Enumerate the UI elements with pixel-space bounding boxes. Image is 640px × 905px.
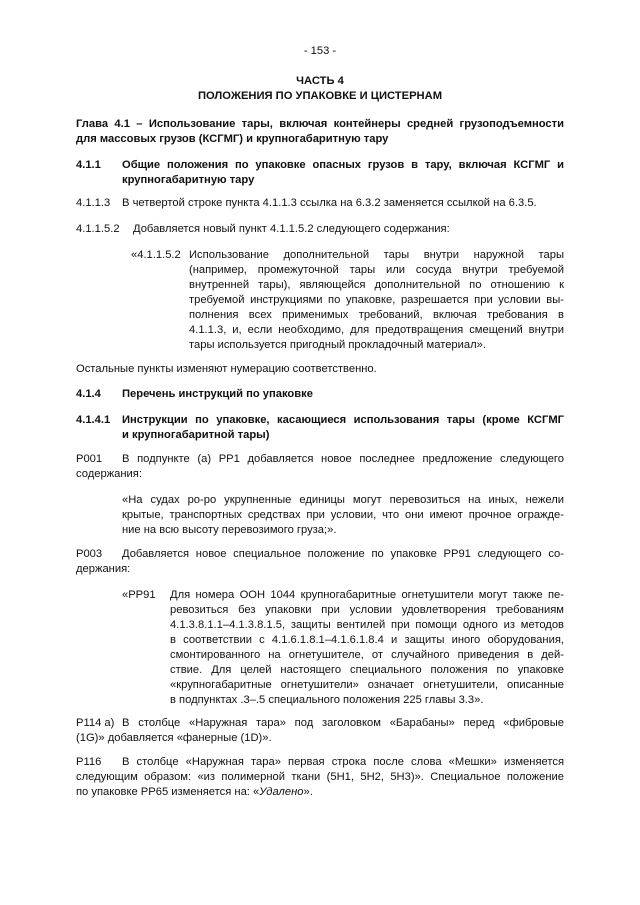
- section-title-line: Инструкции по упаковке, касающиеся использования тары (кроме КСГМГ: [122, 414, 564, 426]
- paragraph-text: В столбце «Наружная тара» первая строка после слова «Мешки» изменяется: [122, 756, 564, 768]
- quote-line: полнения всех применимых требований, включая требования в: [189, 309, 564, 321]
- quoted-paragraph-number: «4.1.1.5.2: [131, 249, 181, 261]
- paragraph-number: 4.1.1.5.2: [76, 223, 120, 235]
- paragraph-text: Добавляется новое специальное положение по упаковке PP91 следующего со-: [122, 548, 564, 560]
- quote-line: «На судах ро-ро укрупненные единицы могут перевозиться на иных, нежели: [122, 494, 564, 506]
- paragraph-text: В четвертой строке пункта 4.1.1.3 ссылка на 6.3.2 заменяется ссылкой на 6.3.5.: [122, 197, 537, 209]
- chapter-title-line: Глава 4.1 – Использование тары, включая контейнеры средней грузоподъемности: [76, 118, 564, 130]
- quote-line: крытые, транспортных средствах при условии, что они имеют прочное ограждe-: [122, 509, 564, 521]
- quote-line: 4.1.1.3, и, если необходимо, для предотвращения смещений внутри: [189, 324, 564, 336]
- text-run: ».: [303, 786, 313, 798]
- quote-line: ние на всю высоту перевозимого груза;».: [122, 524, 337, 536]
- section-number: 4.1.4.1: [76, 414, 111, 426]
- paragraph-text: Добавляется новый пункт 4.1.1.5.2 следующего содержания:: [133, 223, 450, 235]
- quote-line: Для номера ООН 1044 крупногабаритные огнетушители могут также пе-: [170, 589, 564, 601]
- quote-line: внутренней тары), являющейся дополнительной по отношению к: [189, 279, 564, 291]
- section-title: Перечень инструкций по упаковке: [122, 388, 313, 400]
- quote-line: в соответствии с 4.1.6.1.8.1–4.1.6.1.8.4 и защиты иного оборудования,: [170, 634, 564, 646]
- quote-line: (например, промежуточной тары или сосуда внутри требуемой: [189, 264, 564, 276]
- section-title-line: крупногабаритную тару: [122, 174, 255, 186]
- quote-line: ревозиться без упаковки при условии удовлетворения требованиям: [170, 604, 564, 616]
- paragraph-text: В столбце «Наружная тара» под заголовком «Барабаны» перед «фибровые: [122, 717, 564, 729]
- quote-line: ствие. Для целей настоящего специального положения по упаковке: [170, 664, 564, 676]
- paragraph-text: держания:: [76, 563, 131, 575]
- paragraph-number: 4.1.1.3: [76, 197, 111, 209]
- section-number: 4.1.4: [76, 388, 101, 400]
- paragraph-text: содержания:: [76, 468, 142, 480]
- quote-line: требуемой инструкциями по упаковке, разрешается при условии вы-: [189, 294, 564, 306]
- quote-line: тары используется пригодный прокладочный материал».: [189, 339, 486, 351]
- text-run: по упаковке PP65 изменяется на: «: [76, 786, 260, 798]
- instruction-code: P114 a): [76, 717, 115, 729]
- paragraph-text: (1G)» добавляется «фанерные (1D)».: [76, 732, 272, 744]
- special-provision-code: «PP91: [122, 589, 156, 601]
- paragraph-text: следующим образом: «из полимерной ткани (5H1, 5H2, 5H3)». Специальное положение: [76, 771, 564, 783]
- section-title-line: и крупногабаритной тары): [122, 429, 270, 441]
- quote-line: Использование дополнительной тары внутри наружной тары: [189, 249, 564, 261]
- renumber-note: Остальные пункты изменяют нумерацию соответственно.: [76, 363, 377, 375]
- quote-line: смонтированного на огнетушителе, от случайного приведения в дей-: [170, 649, 564, 661]
- section-title-line: Общие положения по упаковке опасных грузов в тару, включая КСГМГ и: [122, 159, 564, 171]
- instruction-code: P003: [76, 548, 103, 560]
- paragraph-text: В подпункте (а) PP1 добавляется новое последнее предложение следующего: [122, 453, 564, 465]
- quote-line: 4.1.3.8.1.1–4.1.3.8.1.5, защиты вентилей при помощи одного из методов: [170, 619, 564, 631]
- section-number: 4.1.1: [76, 159, 101, 171]
- part-heading: ЧАСТЬ 4: [296, 75, 344, 87]
- page-number: - 153 -: [303, 45, 337, 57]
- paragraph-text: [76, 785, 564, 800]
- quote-line: «крупногабаритные огнетушители» означает огнетушители, описанные: [170, 679, 564, 691]
- chapter-title-line: для массовых грузов (КСГМГ) и крупногабаритную тару: [76, 133, 389, 145]
- quote-line: в подпунктах .3–.5 специального положения 225 главы 3.3».: [170, 694, 484, 706]
- part-subheading: ПОЛОЖЕНИЯ ПО УПАКОВКЕ И ЦИСТЕРНАМ: [197, 90, 443, 102]
- italic-text-run: Удалено: [259, 786, 304, 798]
- instruction-code: P116: [76, 756, 102, 768]
- instruction-code: P001: [76, 453, 103, 465]
